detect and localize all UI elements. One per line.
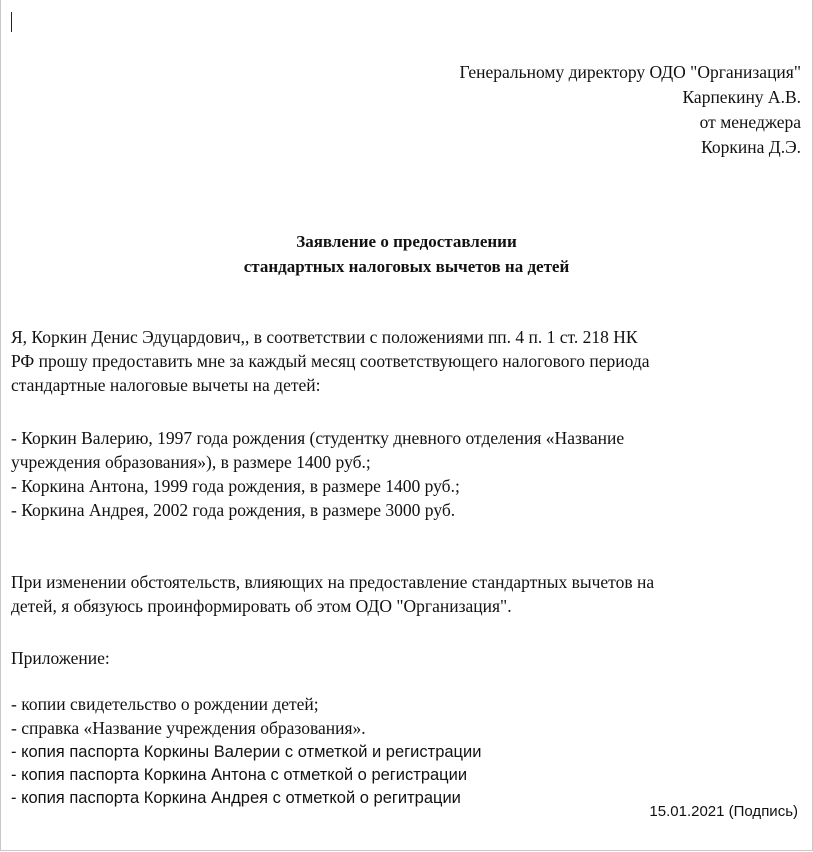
appendix-list <box>11 692 801 740</box>
intro-paragraph <box>11 325 801 397</box>
title-line: Заявление о предоставлении <box>296 232 517 251</box>
addressee-block <box>460 60 801 160</box>
list-item: - копия паспорта Коркина Андрея с отметкой о регитрации <box>11 789 461 807</box>
paragraph-line: РФ прошу предоставить мне за каждый месяц соответствующего налогового периода <box>11 351 650 371</box>
title-line: стандартных налоговых вычетов на детей <box>243 257 570 276</box>
text-cursor <box>11 12 12 32</box>
list-item: - Коркин Валерию, 1997 года рождения (студентку дневного отделения «Название <box>11 428 625 448</box>
list-item: учреждения образования»), в размере 1400 руб.; <box>11 452 371 472</box>
notice-paragraph <box>11 570 801 618</box>
addressee-line: Коркина Д.Э. <box>701 137 801 157</box>
document-title <box>1 229 812 279</box>
appendix-passport-list <box>11 741 481 810</box>
list-item: - справка «Название учреждения образования». <box>11 718 366 738</box>
list-item: - Коркина Андрея, 2002 года рождения, в размере 3000 руб. <box>11 500 456 520</box>
list-item: - Коркина Антона, 1999 года рождения, в размере 1400 руб.; <box>11 476 460 496</box>
list-item: - копии свидетельство о рождении детей; <box>11 694 319 714</box>
addressee-line: Генеральному директору ОДО "Организация" <box>459 62 801 82</box>
addressee-line: от менеджера <box>699 112 801 132</box>
list-item: - копия паспорта Коркины Валерии с отметкой и регистрации <box>11 743 482 761</box>
paragraph-line: Я, Коркин Денис Эдуцардович,, в соответствии с положениями пп. 4 п. 1 ст. 218 НК <box>11 327 638 347</box>
appendix-heading: Приложение: <box>11 648 110 668</box>
date-signature: 15.01.2021 (Подпись) <box>649 803 798 820</box>
paragraph-line: При изменении обстоятельств, влияющих на предоставление стандартных вычетов на <box>11 572 655 592</box>
paragraph-line: детей, я обязуюсь проинформировать об этом ОДО "Организация". <box>11 596 512 616</box>
addressee-line: Карпекину А.В. <box>682 87 801 107</box>
children-list <box>11 426 801 522</box>
paragraph-line: стандартные налоговые вычеты на детей: <box>11 375 321 395</box>
list-item: - копия паспорта Коркина Антона с отметкой о регистрации <box>11 766 468 784</box>
